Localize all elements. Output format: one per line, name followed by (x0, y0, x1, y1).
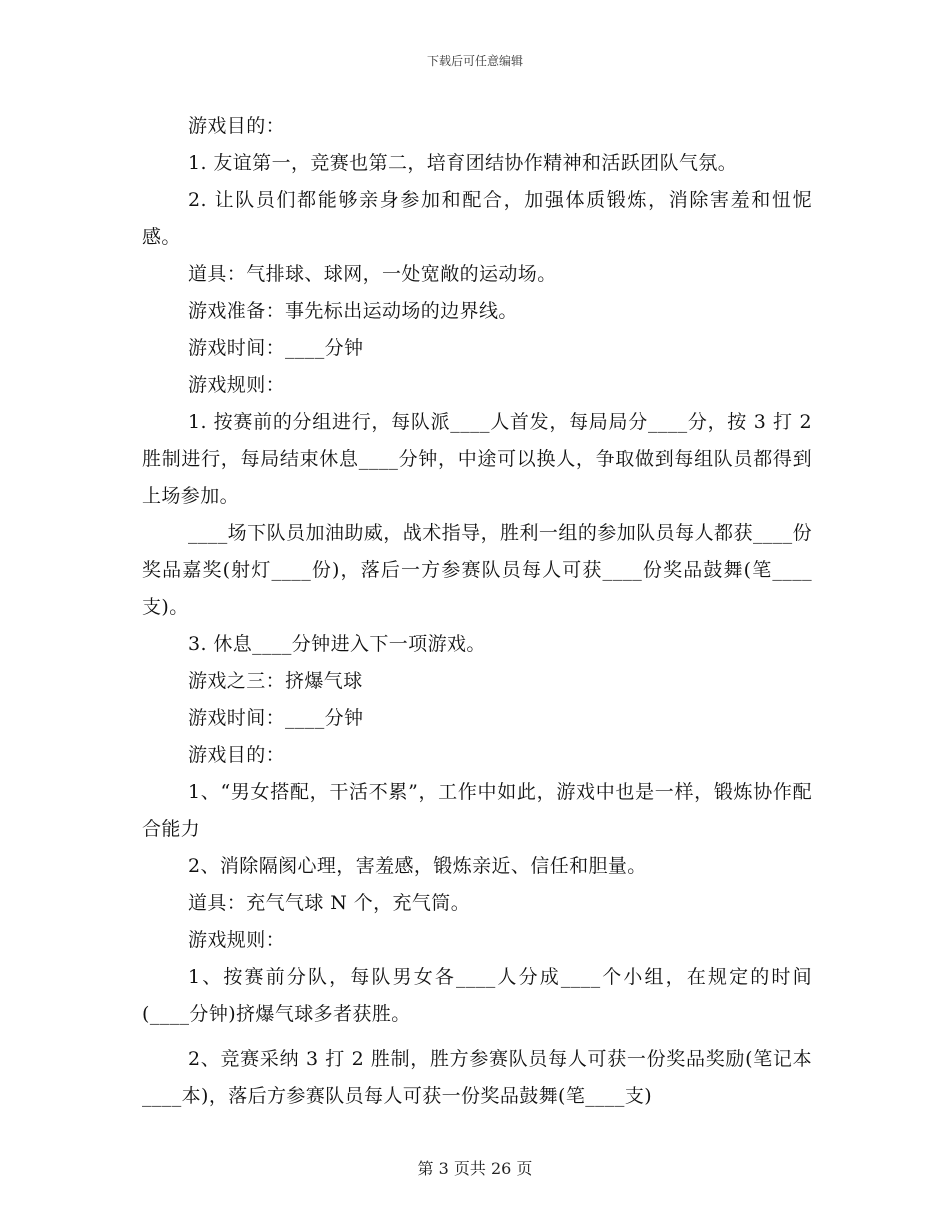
document-body (142, 108, 812, 1115)
paragraph: 1、“男女搭配，干活不累”，工作中如此，游戏中也是一样，锻炼协作配合能力 (142, 781, 812, 840)
paragraph: 游戏目的： (188, 115, 286, 137)
paragraph: 道具：充气气球 N 个，充气筒。 (188, 892, 471, 914)
paragraph: 2、竞赛采纳 3 打 2 胜制，胜方参赛队员每人可获一份奖品奖励(笔记本____本)，落后方参赛队员每人可获一份奖品鼓舞(笔____支) (142, 1048, 812, 1107)
page-number: 第 3 页共 26 页 (417, 1159, 533, 1178)
page-header: 下载后可任意编辑 (426, 54, 523, 68)
paragraph: 道具：气排球、球网，一处宽敞的运动场。 (188, 263, 557, 285)
paragraph: 游戏规则： (188, 374, 286, 396)
paragraph: 游戏准备：事先标出运动场的边界线。 (188, 300, 518, 322)
paragraph: 游戏规则： (188, 929, 286, 951)
paragraph: 游戏时间：____分钟 (188, 707, 364, 729)
paragraph: 1. 按赛前的分组进行，每队派____人首发，每局局分____分，按 3 打 2 胜制进行，每局结束休息____分钟，中途可以换人，争取做到每组队员都得到上场参加。 (142, 411, 812, 507)
paragraph: 2. 让队员们都能够亲身参加和配合，加强体质锻炼，消除害羞和忸怩感。 (142, 189, 812, 248)
paragraph: 2、消除隔阂心理，害羞感，锻炼亲近、信任和胆量。 (188, 855, 647, 877)
paragraph: 1、按赛前分队，每队男女各____人分成____个小组，在规定的时间(____分钟)挤爆气球多者获胜。 (142, 966, 812, 1025)
paragraph: 1. 友谊第一，竞赛也第二，培育团结协作精神和活跃团队气氛。 (188, 152, 738, 174)
paragraph: 游戏目的： (188, 744, 286, 766)
paragraph: ____场下队员加油助威，战术指导，胜利一组的参加队员每人都获____份奖品嘉奖(射灯____份)，落后一方参赛队员每人可获____份奖品鼓舞(笔____支)。 (142, 522, 812, 618)
paragraph: 3. 休息____分钟进入下一项游戏。 (188, 633, 486, 655)
paragraph: 游戏之三：挤爆气球 (188, 670, 363, 692)
paragraph: 游戏时间：____分钟 (188, 337, 364, 359)
